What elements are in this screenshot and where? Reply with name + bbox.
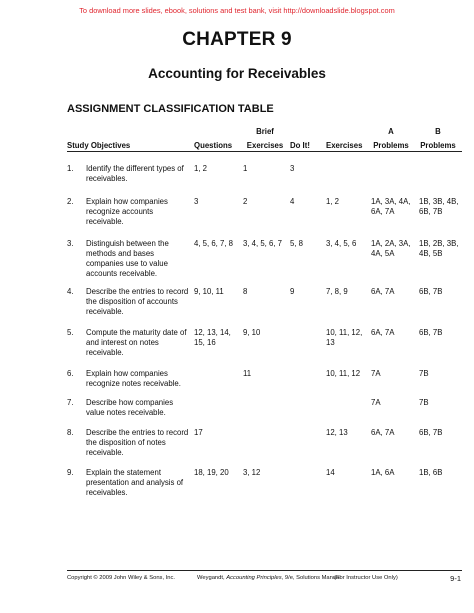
exercises-cell: 12, 13 xyxy=(326,428,348,437)
row-number: 7. xyxy=(67,398,74,407)
b-problems-cell: 6B, 7B xyxy=(419,428,443,437)
study-objective: Describe the entries to record the disposition of accounts receivable. xyxy=(86,287,189,316)
questions-cell: 1, 2 xyxy=(194,164,208,173)
exercises-cell: 7, 8, 9 xyxy=(326,287,348,296)
do-it-cell: 5, 8 xyxy=(290,239,304,248)
b-problems-cell: 7B xyxy=(419,398,429,407)
header-brief-bottom: Exercises xyxy=(246,141,284,150)
study-objective: Explain the statement presentation and analysis of receivables. xyxy=(86,468,184,497)
table-row xyxy=(67,398,462,428)
row-number: 4. xyxy=(67,287,74,296)
header-study-objectives: Study Objectives xyxy=(67,141,131,150)
exercises-cell: 10, 11, 12, 13 xyxy=(326,328,363,347)
a-problems-cell: 1A, 3A, 4A, 6A, 7A xyxy=(371,197,411,216)
study-objective: Identify the different types of receivables. xyxy=(86,164,184,183)
row-number: 8. xyxy=(67,428,74,437)
assignment-classification-table xyxy=(67,127,462,508)
row-number: 3. xyxy=(67,239,74,248)
study-objective: Distinguish between the methods and bases companies use to value accounts receivable. xyxy=(86,239,169,278)
row-number: 1. xyxy=(67,164,74,173)
brief-exercises-cell: 2 xyxy=(243,197,248,206)
row-number: 2. xyxy=(67,197,74,206)
chapter-title: Accounting for Receivables xyxy=(148,66,326,81)
table-row xyxy=(67,369,462,398)
a-problems-cell: 7A xyxy=(371,398,381,407)
table-row xyxy=(67,468,462,508)
table-row xyxy=(67,164,462,197)
a-problems-cell: 1A, 2A, 3A, 4A, 5A xyxy=(371,239,411,258)
questions-cell: 3 xyxy=(194,197,199,206)
b-problems-cell: 7B xyxy=(419,369,429,378)
section-title: ASSIGNMENT CLASSIFICATION TABLE xyxy=(67,103,274,115)
table-header xyxy=(67,127,462,152)
a-problems-cell: 7A xyxy=(371,369,381,378)
exercises-cell: 1, 2 xyxy=(326,197,340,206)
brief-exercises-cell: 3, 4, 5, 6, 7 xyxy=(243,239,283,248)
do-it-cell: 4 xyxy=(290,197,295,206)
brief-exercises-cell: 1 xyxy=(243,164,248,173)
footer-book: Accounting Principles xyxy=(226,575,282,581)
study-objective: Describe how companies value notes receivable. xyxy=(86,398,174,417)
header-a-top: A xyxy=(388,127,394,136)
brief-exercises-cell: 3, 12 xyxy=(243,468,261,477)
study-objective: Explain how companies recognize accounts receivable. xyxy=(86,197,168,226)
brief-exercises-cell: 8 xyxy=(243,287,248,296)
page-footer xyxy=(67,570,462,587)
header-questions: Questions xyxy=(194,141,233,150)
table-row xyxy=(67,239,462,287)
b-problems-cell: 1B, 3B, 4B, 6B, 7B xyxy=(419,197,459,216)
table-row xyxy=(67,287,462,328)
a-problems-cell: 6A, 7A xyxy=(371,428,395,437)
footer-note: (For Instructor Use Only) xyxy=(334,575,398,581)
table-row xyxy=(67,197,462,239)
b-problems-cell: 6B, 7B xyxy=(419,328,443,337)
footer-edition: , 9/e, Solutions Manual xyxy=(281,575,341,581)
row-number: 9. xyxy=(67,468,74,477)
table-body xyxy=(67,164,462,508)
row-number: 6. xyxy=(67,369,74,378)
page-number: 9-1 xyxy=(450,574,461,583)
questions-cell: 9, 10, 11 xyxy=(194,287,224,296)
questions-cell: 12, 13, 14, 15, 16 xyxy=(194,328,231,347)
study-objective: Describe the entries to record the disposition of notes receivable. xyxy=(86,428,189,457)
chapter-heading: CHAPTER 9 xyxy=(182,29,292,50)
a-problems-cell: 6A, 7A xyxy=(371,287,395,296)
exercises-cell: 10, 11, 12 xyxy=(326,369,361,378)
b-problems-cell: 1B, 6B xyxy=(419,468,443,477)
do-it-cell: 9 xyxy=(290,287,295,296)
study-objective: Compute the maturity date of and interest on notes receivable. xyxy=(86,328,187,357)
header-exercises: Exercises xyxy=(326,141,363,150)
table-row xyxy=(67,328,462,369)
questions-cell: 17 xyxy=(194,428,203,437)
header-do-it: Do It! xyxy=(290,141,310,150)
b-problems-cell: 6B, 7B xyxy=(419,287,443,296)
brief-exercises-cell: 11 xyxy=(243,369,252,378)
a-problems-cell: 1A, 6A xyxy=(371,468,395,477)
header-b-bottom: Problems xyxy=(420,141,456,150)
row-number: 5. xyxy=(67,328,74,337)
header-b-top: B xyxy=(435,127,441,136)
b-problems-cell: 1B, 2B, 3B, 4B, 5B xyxy=(419,239,459,258)
header-a-bottom: Problems xyxy=(373,141,409,150)
study-objective: Explain how companies recognize notes receivable. xyxy=(86,369,181,388)
header-brief-top: Brief xyxy=(256,127,274,136)
questions-cell: 4, 5, 6, 7, 8 xyxy=(194,239,234,248)
a-problems-cell: 6A, 7A xyxy=(371,328,395,337)
footer-author: Weygandt, xyxy=(197,575,227,581)
table-row xyxy=(67,428,462,468)
brief-exercises-cell: 9, 10 xyxy=(243,328,261,337)
questions-cell: 18, 19, 20 xyxy=(194,468,229,477)
do-it-cell: 3 xyxy=(290,164,295,173)
exercises-cell: 3, 4, 5, 6 xyxy=(326,239,357,248)
footer-source xyxy=(197,575,341,581)
download-notice: To download more slides, ebook, solutions and test bank, visit http://downloadslide.blogspot.com xyxy=(79,6,395,15)
footer-copyright: Copyright © 2009 John Wiley & Sons, Inc. xyxy=(67,575,176,581)
exercises-cell: 14 xyxy=(326,468,335,477)
